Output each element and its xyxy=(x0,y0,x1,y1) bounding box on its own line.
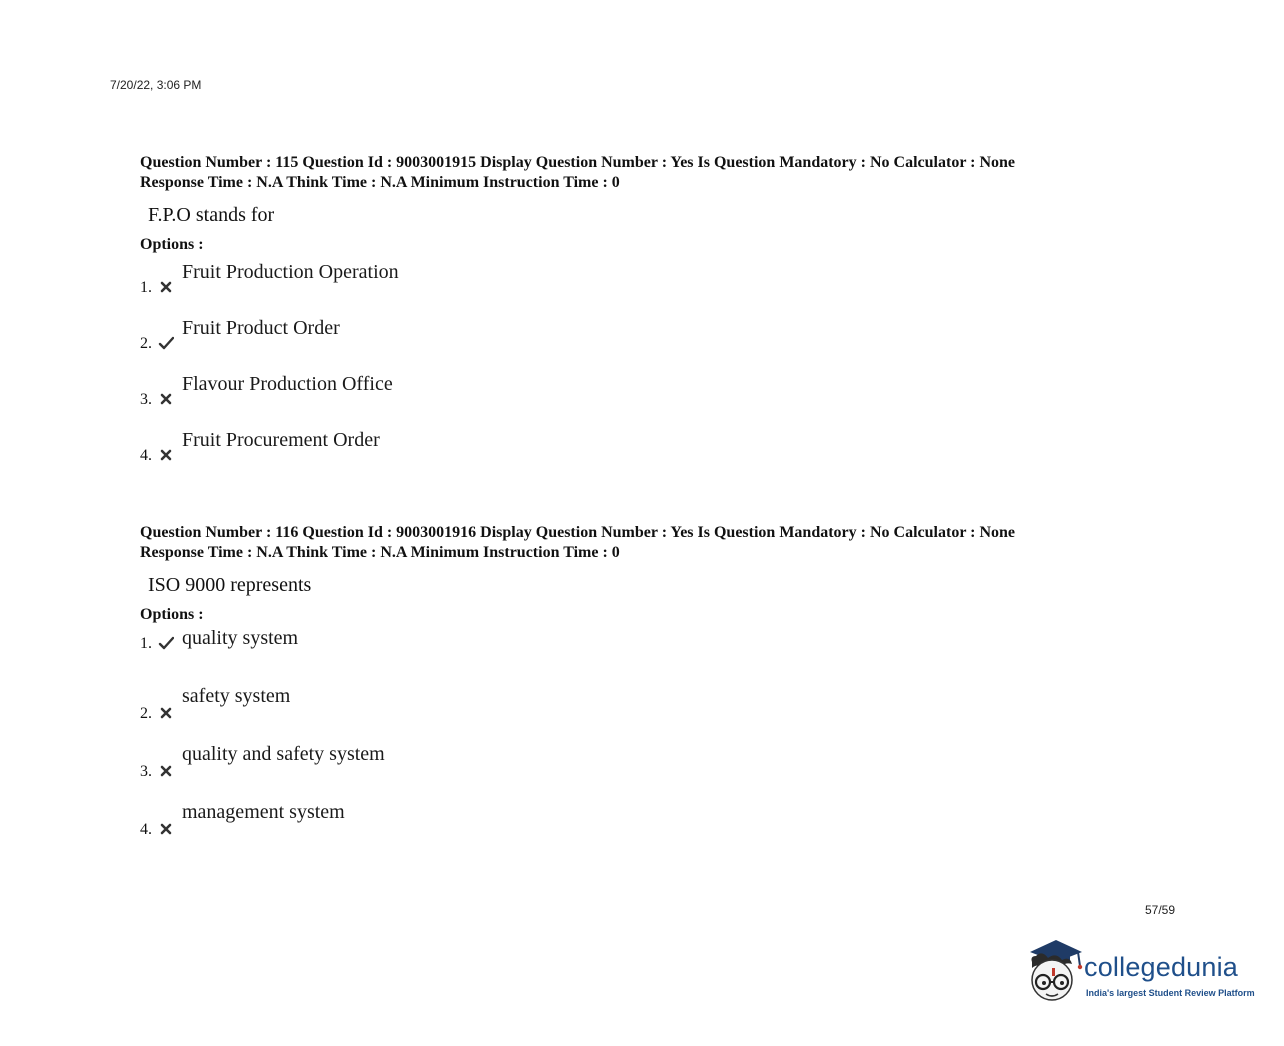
option-item xyxy=(140,311,1140,367)
question-meta-line1: Question Number : 115 Question Id : 9003001915 Display Question Number : Yes Is Question Mandatory : No Calculator : None xyxy=(140,154,1016,171)
logo-wordmark: collegedunia xyxy=(1084,952,1239,982)
option-item xyxy=(140,795,1140,853)
options-label: Options : xyxy=(140,236,204,253)
question-meta-line2: Response Time : N.A Think Time : N.A Minimum Instruction Time : 0 xyxy=(140,544,620,561)
options-label: Options : xyxy=(140,606,204,623)
option-item xyxy=(140,679,1140,737)
option-item xyxy=(140,255,1140,311)
option-number: 4. xyxy=(140,447,152,464)
collegedunia-logo xyxy=(1022,938,1262,1010)
cross-icon xyxy=(158,705,174,721)
question-meta-line2: Response Time : N.A Think Time : N.A Minimum Instruction Time : 0 xyxy=(140,174,620,191)
question-block-116 xyxy=(140,523,1140,853)
option-text: Fruit Product Order xyxy=(182,317,340,339)
option-number: 2. xyxy=(140,335,152,352)
question-block-115 xyxy=(140,153,1140,479)
option-item xyxy=(140,423,1140,479)
option-number: 3. xyxy=(140,391,152,408)
cross-icon xyxy=(158,763,174,779)
option-text: quality and safety system xyxy=(182,743,385,765)
cross-icon xyxy=(158,821,174,837)
question-meta-line1: Question Number : 116 Question Id : 9003001916 Display Question Number : Yes Is Question Mandatory : No Calculator : None xyxy=(140,524,1016,541)
option-text: management system xyxy=(182,801,345,823)
question-text: F.P.O stands for xyxy=(148,204,275,226)
option-number: 1. xyxy=(140,635,152,652)
cross-icon xyxy=(158,447,174,463)
option-text: safety system xyxy=(182,685,291,707)
cross-icon xyxy=(158,391,174,407)
cross-icon xyxy=(158,279,174,295)
print-timestamp: 7/20/22, 3:06 PM xyxy=(110,78,202,92)
option-number: 4. xyxy=(140,821,152,838)
option-text: Fruit Production Operation xyxy=(182,261,399,283)
option-text: quality system xyxy=(182,627,299,649)
question-text: ISO 9000 represents xyxy=(148,574,312,596)
option-number: 1. xyxy=(140,279,152,296)
option-text: Flavour Production Office xyxy=(182,373,393,395)
option-number: 2. xyxy=(140,705,152,722)
option-item xyxy=(140,737,1140,795)
option-item xyxy=(140,367,1140,423)
check-icon xyxy=(158,335,174,351)
option-item xyxy=(140,625,1140,679)
mascot-icon xyxy=(1022,938,1086,1008)
check-icon xyxy=(158,635,174,651)
logo-tagline: India's largest Student Review Platform xyxy=(1086,988,1255,998)
page-number: 57/59 xyxy=(1145,903,1176,917)
option-text: Fruit Procurement Order xyxy=(182,429,380,451)
option-number: 3. xyxy=(140,763,152,780)
